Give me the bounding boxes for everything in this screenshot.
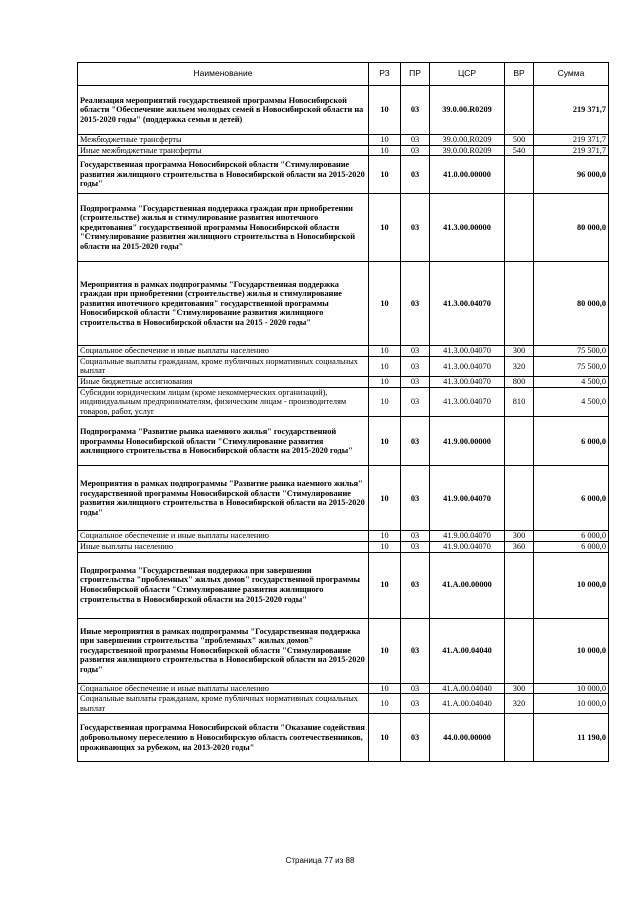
cell-name: Мероприятия в рамках подпрограммы "Развитие рынка наемного жилья" государственной программы Новосибирской области "Стимулирование развития жилищного строительства в Новосибирской области на 2015-2020 годы" — [78, 466, 369, 531]
cell-name: Подпрограмма "Развитие рынка наемного жилья" государственной программы Новосибирской области "Стимулирование развития жилищного строительства в Новосибирской области на 2015-2020 годы" — [78, 417, 369, 466]
cell-vr: 360 — [505, 541, 534, 552]
cell-csr: 41.A.00.00000 — [430, 552, 505, 618]
cell-csr: 44.0.00.00000 — [430, 714, 505, 762]
header-rz: РЗ — [369, 63, 401, 86]
header-vr: ВР — [505, 63, 534, 86]
cell-csr: 41.3.00.04070 — [430, 262, 505, 346]
cell-sum: 6 000,0 — [534, 531, 609, 542]
cell-vr — [505, 86, 534, 135]
table-row — [78, 683, 609, 694]
table-row — [78, 376, 609, 387]
cell-vr — [505, 466, 534, 531]
header-name: Наименование — [78, 63, 369, 86]
cell-sum: 6 000,0 — [534, 541, 609, 552]
cell-rz: 10 — [369, 387, 401, 417]
cell-name: Социальные выплаты гражданам, кроме публичных нормативных социальных выплат — [78, 356, 369, 376]
cell-name: Субсидии юридическим лицам (кроме некоммерческих организаций), индивидуальным предпринимателям, физическим лицам - производителям товаров, работ, услуг — [78, 387, 369, 417]
cell-name: Социальное обеспечение и иные выплаты населению — [78, 346, 369, 357]
cell-sum: 219 371,7 — [534, 86, 609, 135]
table-row — [78, 618, 609, 683]
cell-sum: 10 000,0 — [534, 618, 609, 683]
cell-csr: 39.0.00.R0209 — [430, 86, 505, 135]
cell-vr: 800 — [505, 376, 534, 387]
table-row — [78, 262, 609, 346]
cell-name: Реализация мероприятий государственной программы Новосибирской области "Обеспечение жильем молодых семей в Новосибирской области на 2015-2020 годы" (поддержка семьи и детей) — [78, 86, 369, 135]
cell-name: Иные межбюджетные трансферты — [78, 145, 369, 156]
table-body — [78, 86, 609, 762]
cell-vr: 500 — [505, 135, 534, 146]
cell-csr: 41.9.00.00000 — [430, 417, 505, 466]
table-row — [78, 552, 609, 618]
cell-rz: 10 — [369, 346, 401, 357]
cell-name: Социальное обеспечение и иные выплаты населению — [78, 531, 369, 542]
cell-vr: 320 — [505, 356, 534, 376]
cell-rz: 10 — [369, 466, 401, 531]
cell-pr: 03 — [401, 541, 430, 552]
cell-sum: 80 000,0 — [534, 194, 609, 262]
cell-rz: 10 — [369, 194, 401, 262]
cell-pr: 03 — [401, 552, 430, 618]
cell-name: Мероприятия в рамках подпрограммы "Государственная поддержка граждан при приобретении (строительстве) жилья и стимулирование развития ипотечного кредитования" государственной программы Новосибирской области "Стимулирование развития жилищного строительства в Новосибирской области на 2015 - 2020 годы" — [78, 262, 369, 346]
cell-pr: 03 — [401, 86, 430, 135]
cell-vr: 300 — [505, 346, 534, 357]
cell-sum: 4 500,0 — [534, 387, 609, 417]
cell-csr: 41.A.00.04040 — [430, 618, 505, 683]
cell-rz: 10 — [369, 376, 401, 387]
header-csr: ЦСР — [430, 63, 505, 86]
table-row — [78, 135, 609, 146]
cell-rz: 10 — [369, 531, 401, 542]
table-row — [78, 156, 609, 194]
cell-sum: 75 500,0 — [534, 356, 609, 376]
cell-pr: 03 — [401, 376, 430, 387]
cell-sum: 10 000,0 — [534, 694, 609, 714]
header-sum: Сумма — [534, 63, 609, 86]
cell-sum: 75 500,0 — [534, 346, 609, 357]
cell-sum: 6 000,0 — [534, 417, 609, 466]
table-row — [78, 194, 609, 262]
cell-vr: 300 — [505, 683, 534, 694]
cell-csr: 41.3.00.00000 — [430, 194, 505, 262]
cell-rz: 10 — [369, 541, 401, 552]
cell-name: Подпрограмма "Государственная поддержка при завершении строительства "проблемных" жилых домов" государственной программы Новосибирской области "Стимулирование развития жилищного строительства в Новосибирской области на 2015-2020 годы" — [78, 552, 369, 618]
cell-pr: 03 — [401, 714, 430, 762]
cell-rz: 10 — [369, 683, 401, 694]
cell-rz: 10 — [369, 86, 401, 135]
cell-rz: 10 — [369, 145, 401, 156]
cell-pr: 03 — [401, 387, 430, 417]
cell-vr — [505, 194, 534, 262]
table-row — [78, 86, 609, 135]
cell-pr: 03 — [401, 683, 430, 694]
cell-pr: 03 — [401, 194, 430, 262]
cell-pr: 03 — [401, 694, 430, 714]
cell-name: Иные мероприятия в рамках подпрограммы "Государственная поддержка при завершении строительства "проблемных" жилых домов" государственной программы Новосибирской области "Стимулирование развития жилищного строительства в Новосибирской области на 2015-2020 годы" — [78, 618, 369, 683]
cell-csr: 41.3.00.04070 — [430, 346, 505, 357]
cell-sum: 80 000,0 — [534, 262, 609, 346]
cell-vr: 320 — [505, 694, 534, 714]
cell-vr — [505, 156, 534, 194]
cell-csr: 41.9.00.04070 — [430, 466, 505, 531]
cell-rz: 10 — [369, 714, 401, 762]
cell-csr: 41.3.00.04070 — [430, 356, 505, 376]
cell-pr: 03 — [401, 417, 430, 466]
cell-name: Социальное обеспечение и иные выплаты населению — [78, 683, 369, 694]
cell-pr: 03 — [401, 531, 430, 542]
cell-pr: 03 — [401, 466, 430, 531]
cell-rz: 10 — [369, 135, 401, 146]
table-row — [78, 541, 609, 552]
table-row — [78, 714, 609, 762]
cell-vr — [505, 417, 534, 466]
cell-sum: 4 500,0 — [534, 376, 609, 387]
cell-pr: 03 — [401, 145, 430, 156]
cell-vr — [505, 714, 534, 762]
cell-name: Государственная программа Новосибирской области "Стимулирование развития жилищного строительства в Новосибирской области на 2015-2020 годы" — [78, 156, 369, 194]
cell-pr: 03 — [401, 135, 430, 146]
cell-sum: 219 371,7 — [534, 135, 609, 146]
cell-vr: 540 — [505, 145, 534, 156]
cell-csr: 41.3.00.04070 — [430, 387, 505, 417]
cell-csr: 39.0.00.R0209 — [430, 145, 505, 156]
cell-csr: 41.A.00.04040 — [430, 694, 505, 714]
table-header — [78, 63, 609, 86]
cell-rz: 10 — [369, 156, 401, 194]
table-row — [78, 387, 609, 417]
table-row — [78, 466, 609, 531]
cell-sum: 219 371,7 — [534, 145, 609, 156]
cell-vr: 810 — [505, 387, 534, 417]
cell-name: Социальные выплаты гражданам, кроме публичных нормативных социальных выплат — [78, 694, 369, 714]
cell-pr: 03 — [401, 262, 430, 346]
cell-vr: 300 — [505, 531, 534, 542]
cell-rz: 10 — [369, 618, 401, 683]
table-row — [78, 417, 609, 466]
header-pr: ПР — [401, 63, 430, 86]
cell-pr: 03 — [401, 356, 430, 376]
cell-vr — [505, 262, 534, 346]
cell-csr: 39.0.00.R0209 — [430, 135, 505, 146]
header-row — [78, 63, 609, 86]
cell-sum: 96 000,0 — [534, 156, 609, 194]
page-number: Страница 77 из 88 — [285, 856, 355, 865]
cell-name: Иные выплаты населению — [78, 541, 369, 552]
cell-name: Государственная программа Новосибирской области "Оказание содействия добровольному переселению в Новосибирскую область соотечественников, проживающих за рубежом, на 2013-2020 годы" — [78, 714, 369, 762]
table-row — [78, 356, 609, 376]
cell-rz: 10 — [369, 694, 401, 714]
cell-rz: 10 — [369, 417, 401, 466]
cell-pr: 03 — [401, 156, 430, 194]
cell-name: Иные бюджетные ассигнования — [78, 376, 369, 387]
cell-vr — [505, 552, 534, 618]
cell-sum: 10 000,0 — [534, 552, 609, 618]
cell-csr: 41.3.00.04070 — [430, 376, 505, 387]
table-row — [78, 694, 609, 714]
cell-csr: 41.9.00.04070 — [430, 531, 505, 542]
cell-csr: 41.A.00.04040 — [430, 683, 505, 694]
cell-pr: 03 — [401, 346, 430, 357]
cell-name: Подпрограмма "Государственная поддержка граждан при приобретении (строительстве) жилья и стимулирование развития ипотечного кредитования" государственной программы Новосибирской области "Стимулирование развития жилищного строительства в Новосибирской области на 2015-2020 годы" — [78, 194, 369, 262]
budget-table — [77, 62, 609, 762]
cell-vr — [505, 618, 534, 683]
cell-rz: 10 — [369, 552, 401, 618]
cell-csr: 41.0.00.00000 — [430, 156, 505, 194]
table-row — [78, 145, 609, 156]
cell-csr: 41.9.00.04070 — [430, 541, 505, 552]
cell-sum: 6 000,0 — [534, 466, 609, 531]
cell-name: Межбюджетные трансферты — [78, 135, 369, 146]
cell-pr: 03 — [401, 618, 430, 683]
cell-sum: 11 190,0 — [534, 714, 609, 762]
cell-rz: 10 — [369, 262, 401, 346]
table-row — [78, 346, 609, 357]
table-row — [78, 531, 609, 542]
cell-rz: 10 — [369, 356, 401, 376]
cell-sum: 10 000,0 — [534, 683, 609, 694]
